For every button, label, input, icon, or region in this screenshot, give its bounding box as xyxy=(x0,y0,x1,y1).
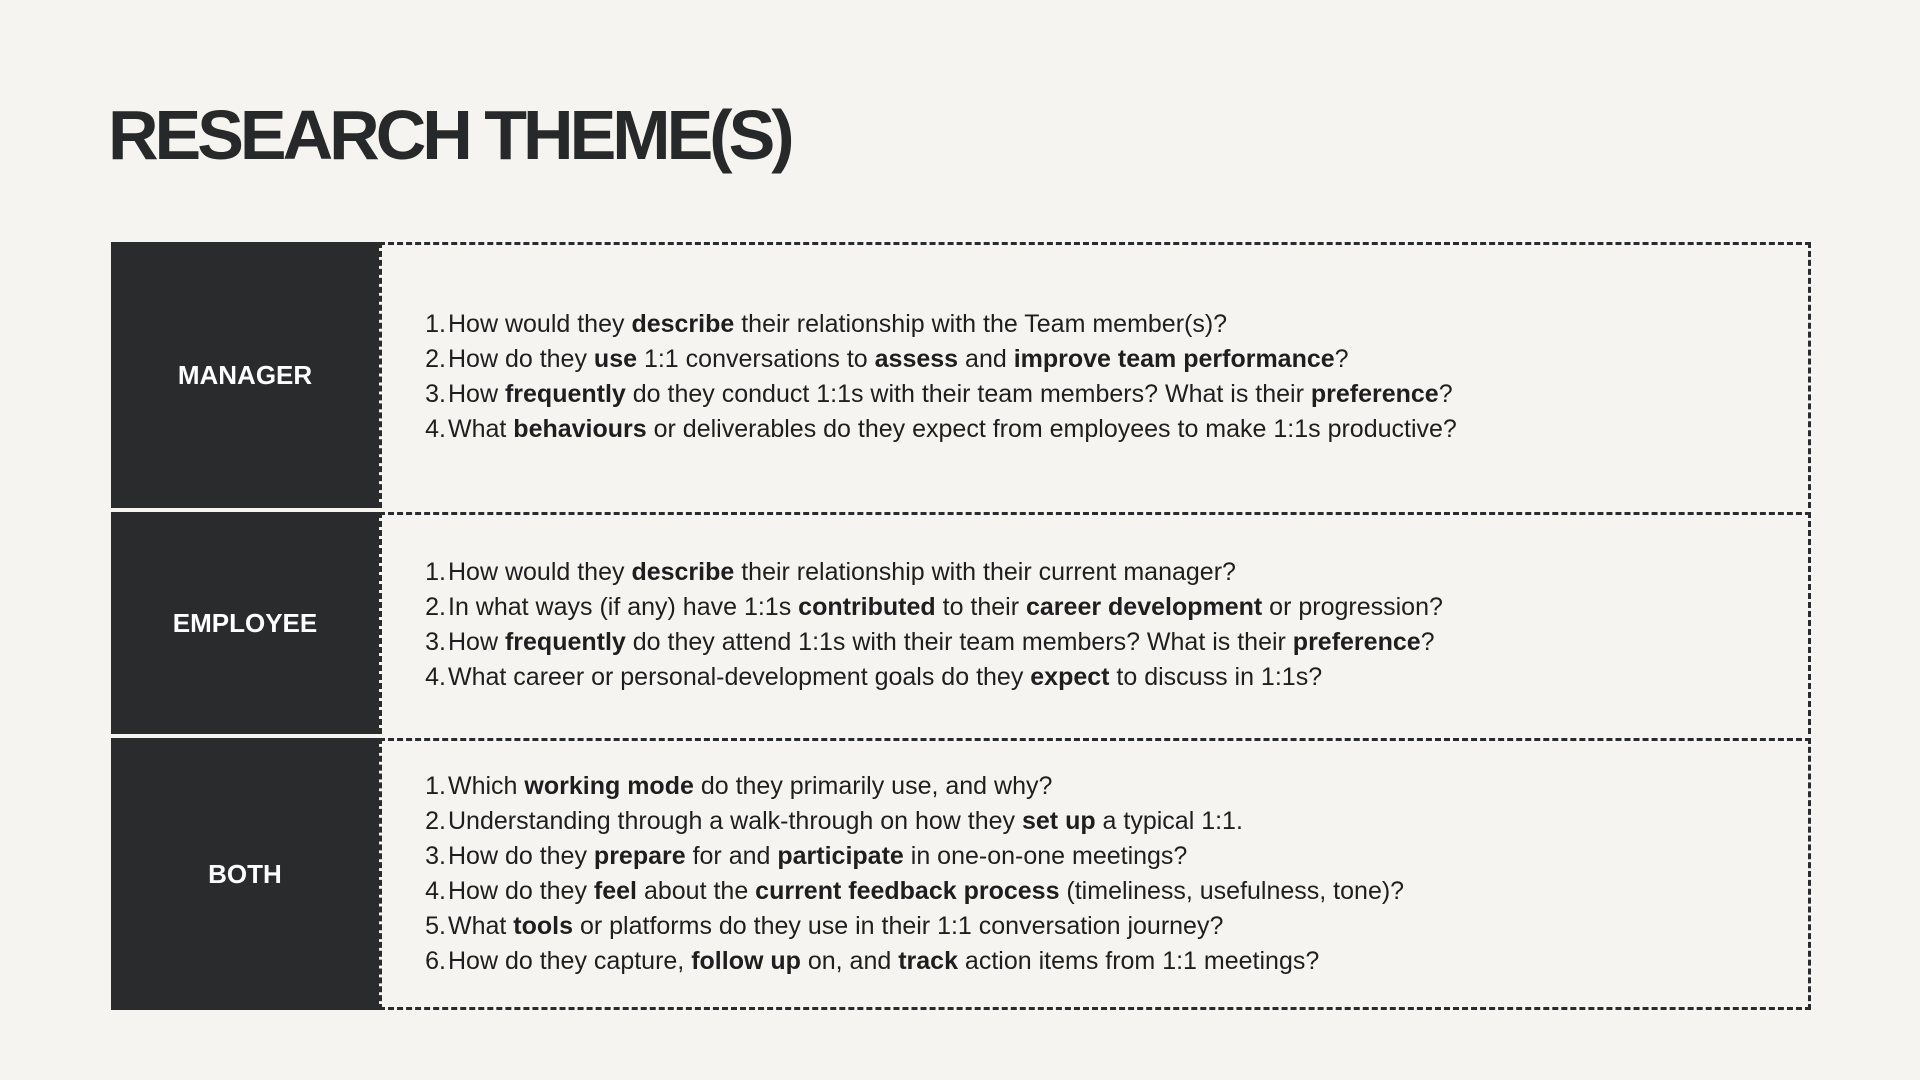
question-text xyxy=(448,769,1052,804)
question-item xyxy=(422,874,1808,909)
row-label-cell xyxy=(111,512,379,734)
question-fragment: about the xyxy=(637,877,756,905)
question-item xyxy=(422,804,1808,839)
question-fragment: What career or personal-development goals do they xyxy=(448,662,1031,691)
question-keyword: career development xyxy=(1026,592,1263,621)
question-number: 1. xyxy=(425,772,446,800)
question-fragment: How xyxy=(448,379,505,408)
question-fragment: (timeliness, usefulness, tone)? xyxy=(1059,877,1405,905)
question-text xyxy=(448,839,1187,874)
page-title: RESEARCH THEME(S) xyxy=(108,96,791,174)
theme-row-both xyxy=(111,738,1811,1010)
question-fragment: How do they xyxy=(448,842,594,870)
question-list xyxy=(422,307,1808,447)
question-item xyxy=(422,590,1808,625)
question-keyword: use xyxy=(593,344,638,373)
question-text xyxy=(448,944,1319,979)
question-fragment: How would they xyxy=(448,557,632,586)
question-keyword: improve team performance xyxy=(1013,344,1335,373)
question-item xyxy=(422,377,1808,412)
question-cell-both xyxy=(379,738,1811,1010)
question-fragment: How do they xyxy=(448,877,594,905)
question-fragment: How do they xyxy=(448,344,594,373)
question-item xyxy=(422,342,1808,377)
question-fragment: for and xyxy=(685,842,778,870)
theme-row-employee xyxy=(111,512,1811,734)
question-keyword: describe xyxy=(631,557,735,586)
question-item xyxy=(422,769,1808,804)
question-number: 2. xyxy=(425,592,446,621)
question-fragment: How xyxy=(448,627,505,656)
row-label-manager: MANAGER xyxy=(177,359,313,390)
question-keyword: describe xyxy=(631,309,735,338)
question-text xyxy=(448,590,1443,625)
question-item xyxy=(422,625,1808,660)
question-text xyxy=(448,804,1243,839)
row-label-both: BOTH xyxy=(208,858,282,889)
question-fragment: do they attend 1:1s with their team members? What is their xyxy=(625,627,1293,656)
question-text xyxy=(448,660,1322,695)
question-text xyxy=(448,909,1223,944)
question-keyword: track xyxy=(898,947,958,975)
question-item xyxy=(422,944,1808,979)
question-fragment: their relationship with their current manager? xyxy=(734,557,1236,586)
row-label-cell xyxy=(111,738,379,1010)
question-text xyxy=(448,342,1349,377)
question-fragment: in one-on-one meetings? xyxy=(903,842,1188,870)
question-fragment: to discuss in 1:1s? xyxy=(1109,662,1323,691)
row-label-employee: EMPLOYEE xyxy=(172,607,318,638)
question-fragment: In what ways (if any) have 1:1s xyxy=(448,592,799,621)
question-number: 1. xyxy=(425,557,446,586)
question-item xyxy=(422,660,1808,695)
question-list xyxy=(422,769,1808,979)
question-fragment: their relationship with the Team member(s)? xyxy=(734,309,1228,338)
question-fragment: action items from 1:1 meetings? xyxy=(957,947,1320,975)
question-text xyxy=(448,412,1457,447)
question-item xyxy=(422,412,1808,447)
question-keyword: expect xyxy=(1030,662,1110,691)
question-fragment: a typical 1:1. xyxy=(1095,807,1243,835)
question-keyword: contributed xyxy=(798,592,936,621)
question-fragment: to their xyxy=(935,592,1026,621)
question-keyword: feel xyxy=(593,877,638,905)
question-number: 2. xyxy=(425,344,446,373)
theme-row-manager xyxy=(111,242,1811,508)
question-cell-manager xyxy=(379,242,1811,508)
question-fragment: What xyxy=(448,414,514,443)
question-number: 2. xyxy=(425,807,446,835)
question-fragment: and xyxy=(958,344,1014,373)
question-text xyxy=(448,874,1404,909)
question-fragment: How would they xyxy=(448,309,632,338)
question-keyword: current feedback process xyxy=(755,877,1060,905)
question-fragment: or platforms do they use in their 1:1 conversation journey? xyxy=(573,912,1224,940)
question-item xyxy=(422,555,1808,590)
question-fragment: What xyxy=(448,912,514,940)
question-keyword: assess xyxy=(874,344,959,373)
question-number: 3. xyxy=(425,627,446,656)
question-fragment: do they primarily use, and why? xyxy=(693,772,1053,800)
question-fragment: ? xyxy=(1334,344,1349,373)
question-keyword: prepare xyxy=(593,842,686,870)
question-number: 4. xyxy=(425,877,446,905)
question-fragment: on, and xyxy=(800,947,899,975)
question-fragment: Understanding through a walk-through on how they xyxy=(448,807,1022,835)
row-label-cell xyxy=(111,242,379,508)
question-number: 3. xyxy=(425,842,446,870)
question-number: 1. xyxy=(425,309,446,338)
question-fragment: or progression? xyxy=(1262,592,1443,621)
question-keyword: set up xyxy=(1021,807,1096,835)
question-text xyxy=(448,307,1227,342)
question-keyword: follow up xyxy=(691,947,801,975)
question-list xyxy=(422,555,1808,695)
question-text xyxy=(448,377,1453,412)
question-keyword: frequently xyxy=(504,379,626,408)
question-number: 4. xyxy=(425,662,446,691)
question-fragment: do they conduct 1:1s with their team members? What is their xyxy=(625,379,1311,408)
question-keyword: preference xyxy=(1310,379,1439,408)
question-fragment: ? xyxy=(1438,379,1453,408)
research-theme-table xyxy=(111,242,1811,1014)
question-item xyxy=(422,839,1808,874)
question-keyword: frequently xyxy=(504,627,626,656)
question-keyword: tools xyxy=(513,912,574,940)
question-number: 5. xyxy=(425,912,446,940)
question-number: 6. xyxy=(425,947,446,975)
question-number: 4. xyxy=(425,414,446,443)
question-text xyxy=(448,555,1236,590)
question-text xyxy=(448,625,1435,660)
question-number: 3. xyxy=(425,379,446,408)
question-item xyxy=(422,307,1808,342)
question-keyword: working mode xyxy=(524,772,694,800)
question-keyword: participate xyxy=(777,842,904,870)
question-item xyxy=(422,909,1808,944)
question-cell-employee xyxy=(379,512,1811,734)
question-fragment: 1:1 conversations to xyxy=(637,344,875,373)
question-fragment: ? xyxy=(1420,627,1435,656)
question-fragment: or deliverables do they expect from employees to make 1:1s productive? xyxy=(646,414,1457,443)
question-keyword: behaviours xyxy=(513,414,647,443)
question-keyword: preference xyxy=(1292,627,1421,656)
question-fragment: How do they capture, xyxy=(448,947,692,975)
question-fragment: Which xyxy=(448,772,525,800)
